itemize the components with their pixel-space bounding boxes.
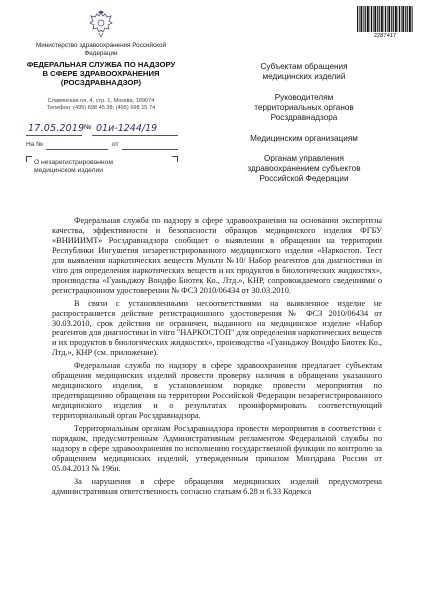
reference-from-label: от [112,141,119,148]
addressee-line: Российской Федерации [259,174,349,184]
subject-line: О незарегистрированном [34,159,113,166]
addressee-line: территориальных органов [254,103,354,113]
addressee-line: Медицинским организациям [250,134,358,143]
handwritten-date: 17.05.2019 [28,123,85,134]
service-name [20,60,182,88]
address-line: Телефон: (495) 698 45 38; (495) 698 15 74 [46,105,156,111]
reference-line [26,141,178,151]
number-prefix: № [84,124,92,131]
service-name-line: ФЕДЕРАЛЬНАЯ СЛУЖБА ПО НАДЗОРУ [26,60,176,69]
subject-bracket-left [26,156,32,162]
body-paragraph: За нарушения в сфере обращения медицинских изделий предусмотрена административная ответственность согласно статьям 6.28 и 6.33 Кодекса [52,476,382,496]
reference-date-underline [122,149,178,150]
body-paragraph: Федеральная служба по надзору в сфере здравоохранения на основании экспертизы качества, эффективности и безопасности образцов медицинского изделия ФГБУ «ВНИИИМТ» Росздравнадзора сообщает о выявлении в обращении на территории Республики Ингушетия незарегистрированного медицинского изделия «Наркостоп. Тест для выявления наркотических веществ Мульти №10/ Набор реагентов для диагностики in vitro для определения наркотических веществ и их продуктов в биологических жидкостях», производства «Гуаньджоу Вондфо Биотек Ко., Лтд.», КНР, сопровождаемого сведениями о регистрационном удостоверении № ФСЗ 2010/06434 от 30.03.2010. [52,216,382,295]
barcode-number: 2287417 [373,33,397,39]
coat-of-arms-icon [88,10,114,38]
letter-body [52,216,382,497]
address-line: Славянская пл. 4, стр. 1, Москва, 109074 [47,98,155,104]
service-name-line: (РОСЗДРАВНАДЗОР) [60,78,142,88]
addressee-line: Росздравнадзора [270,113,338,123]
reference-underline [46,149,108,150]
barcode-icon [356,6,414,32]
addressee-line: Субъектам обращения [260,62,348,71]
addressee-line: Органам управления [264,154,344,163]
addressee-block [224,154,384,185]
letter-subject [34,159,174,175]
ministry-name: Министерство здравоохранения Российской Федерации [36,42,166,57]
body-paragraph: Федеральная служба по надзору в сфере здравоохранения предлагает субъектам обращения медицинских изделий провести проверку наличия в обращении указанного медицинского изделия, в установленном порядке провести мероприятия по предотвращению обращения на территории Российской Федерации незарегистрированного медицинского изделия и о результатах проинформировать соответствующий территориальный орган Росздравнадзора. [52,361,382,421]
addressee-block [224,93,384,124]
addressee-line: медицинских изделий [262,72,346,82]
registration-number-line [26,123,178,137]
date-underline [26,135,82,136]
addressee-line: здравоохранением субъектов [247,164,361,174]
body-paragraph: Территориальным органам Росздравнадзора провести мероприятия в соответствии с порядком, предусмотренным Административным регламентом Федеральной службы по надзору в сфере здравоохранения по исполнению государственной функции по контролю за обращением медицинских изделий, утвержденным приказом Минздрава России от 05.04.2013 № 196н. [52,424,382,473]
addressee-line: Руководителям [274,93,334,102]
service-name-line: В СФЕРЕ ЗДРАВООХРАНЕНИЯ [42,69,160,79]
barcode [356,6,414,42]
addressee-block [224,134,384,144]
body-paragraph: В связи с установленными несоответствиями на выявленное изделие не распространяется действие регистрационного удостоверения № ФСЗ 2010/06434 от 30.03.2010, срок действия не ограничен, выданного на медицинское изделие «Набор реагентов для диагностики in vitro "НАРКОСТОП" для определения наркотических веществ и их продуктов в биологических жидкостях», производства «Гуаньджоу Вондфо Биотек Ко., Лтд.», КНР (см. приложение). [52,298,382,358]
handwritten-number: 01и-1244/19 [96,123,158,134]
addressee-block [224,62,384,82]
reference-label: На № [26,141,44,148]
sender-address [26,98,176,112]
number-underline [92,135,178,136]
subject-line: медицинском изделии [34,167,104,175]
